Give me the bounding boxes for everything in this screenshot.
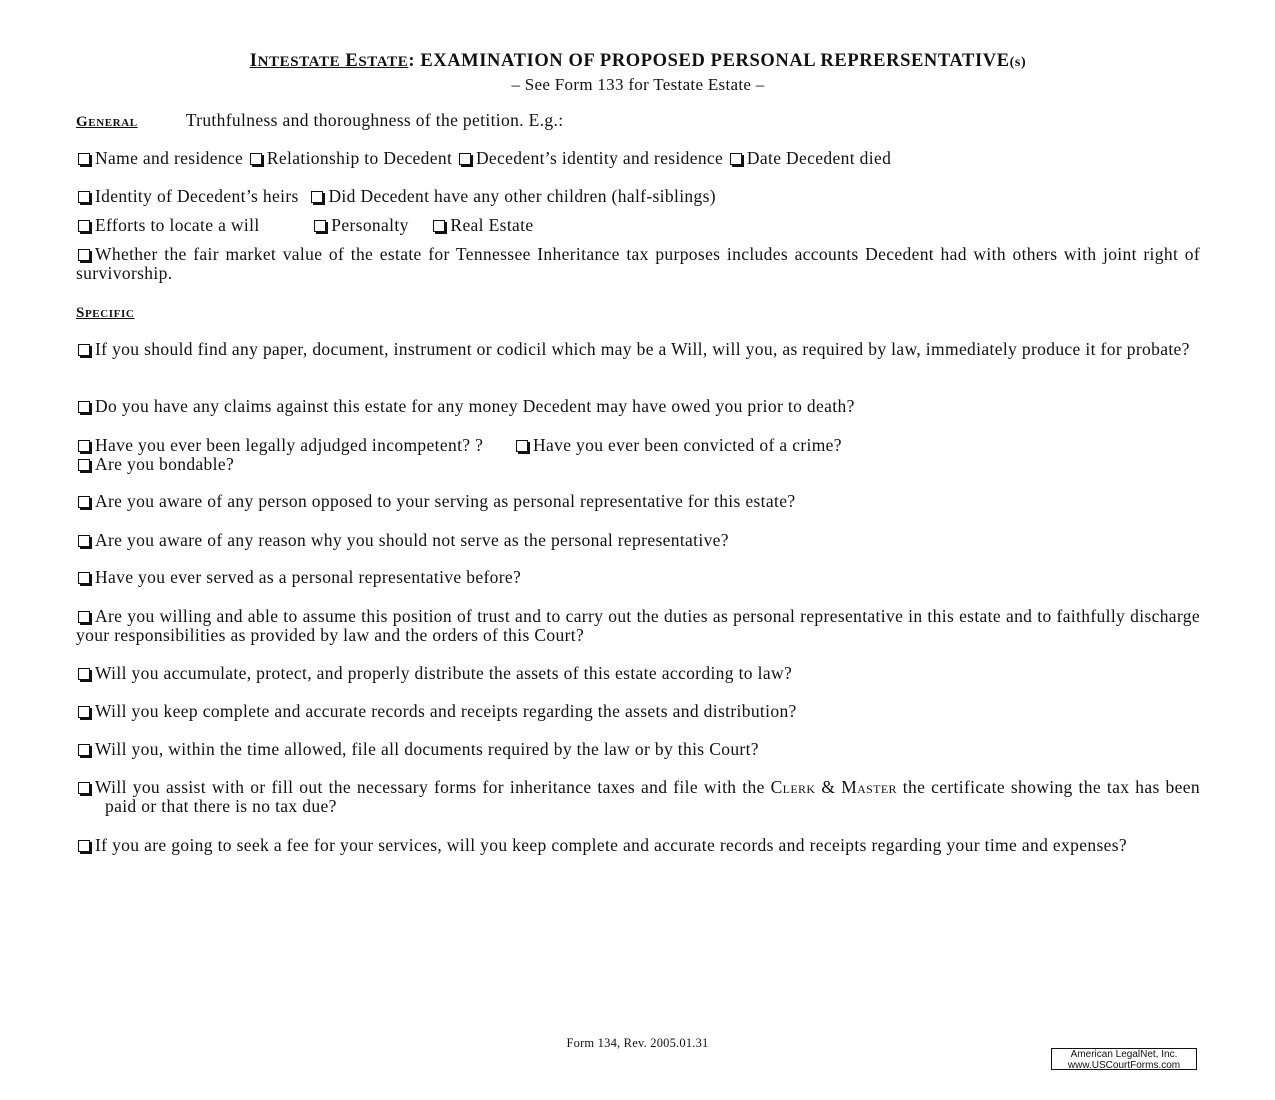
general-intro: Truthfulness and thoroughness of the petition. E.g.:: [185, 110, 564, 130]
general-heading: General: [76, 114, 138, 130]
general-intro-line: [76, 111, 1200, 132]
question-reason: Are you aware of any reason why you should not serve as the personal representative?: [76, 531, 1200, 550]
question-fee: If you are going to seek a fee for your services, will you keep complete and accurate records and receipts regarding your time and expenses?: [76, 836, 1200, 855]
title-block: [76, 49, 1200, 95]
page-title: INTESTATE ESTATE: EXAMINATION OF PROPOSED PERSONAL REPRERSENTATIVE(s): [249, 51, 1027, 71]
checkbox[interactable]: [78, 782, 90, 794]
checkbox[interactable]: [78, 572, 90, 584]
checkbox[interactable]: [78, 535, 90, 547]
question-records: Will you keep complete and accurate records and receipts regarding the assets and distribution?: [76, 702, 1200, 721]
checkbox[interactable]: [78, 401, 90, 413]
checkbox[interactable]: [78, 496, 90, 508]
question-will: If you should find any paper, document, instrument or codicil which may be a Will, will you, as required by law, immediately produce it for probate?: [76, 340, 1200, 359]
checkbox[interactable]: [516, 440, 528, 452]
form-number-footer: Form 134, Rev. 2005.01.31: [566, 1036, 709, 1050]
question-file-documents: Will you, within the time allowed, file all documents required by the law or by this Court?: [76, 740, 1200, 759]
question-accumulate: Will you accumulate, protect, and properly distribute the assets of this estate according to law?: [76, 664, 1200, 683]
question-inheritance-taxes: Will you assist with or fill out the necessary forms for inheritance taxes and file with the Clerk & Master the certificate showing the tax has been paid or that there is no tax due?: [76, 778, 1200, 816]
checkbox[interactable]: [78, 344, 90, 356]
general-row-2: Identity of Decedent’s heirs Did Decedent have any other children (half-siblings): [76, 187, 1200, 206]
question-opposed: Are you aware of any person opposed to your serving as personal representative for this estate?: [76, 492, 1200, 511]
checkbox[interactable]: [78, 249, 90, 261]
checkbox[interactable]: [433, 220, 445, 232]
checkbox[interactable]: [78, 191, 90, 203]
checkbox[interactable]: [311, 191, 323, 203]
checkbox[interactable]: [78, 744, 90, 756]
clerk-master: Clerk & Master: [770, 777, 897, 797]
checkbox[interactable]: [78, 220, 90, 232]
checkbox[interactable]: [78, 706, 90, 718]
specific-heading: Specific: [76, 305, 135, 321]
publisher-badge: [1051, 1048, 1197, 1070]
checkbox[interactable]: [459, 153, 471, 165]
publisher-name: American LegalNet, Inc.: [1070, 1049, 1178, 1060]
fair-market-item: Whether the fair market value of the estate for Tennessee Inheritance tax purposes includes accounts Decedent had with others with joint right of survivorship.: [76, 244, 1200, 283]
checkbox[interactable]: [78, 153, 90, 165]
title-intestate-estate: INTESTATE ESTATE: [249, 51, 409, 71]
general-row-3: Efforts to locate a will Personalty Real Estate: [76, 216, 1200, 235]
checkbox[interactable]: [730, 153, 742, 165]
question-bondable: Are you bondable?: [76, 455, 1200, 474]
general-row-1: Name and residence Relationship to Decedent Decedent’s identity and residence Date Decedent died: [76, 149, 1200, 168]
checkbox[interactable]: [78, 668, 90, 680]
publisher-url: www.USCourtForms.com: [1067, 1060, 1181, 1071]
page-subtitle: – See Form 133 for Testate Estate –: [511, 75, 765, 94]
checkbox[interactable]: [78, 459, 90, 471]
checkbox[interactable]: [78, 440, 90, 452]
question-served-before: Have you ever served as a personal representative before?: [76, 568, 1200, 587]
checkbox[interactable]: [78, 611, 90, 623]
question-willing: Are you willing and able to assume this position of trust and to carry out the duties as personal representative in this estate and to faithfully discharge your responsibilities as provided by law and the orders of this Court?: [76, 606, 1200, 645]
specific-heading-line: [76, 302, 1200, 323]
checkbox[interactable]: [78, 840, 90, 852]
checkbox[interactable]: [314, 220, 326, 232]
question-claims: Do you have any claims against this estate for any money Decedent may have owed you prior to death?: [76, 397, 1200, 416]
question-incompetent: Have you ever been legally adjudged incompetent? ? Have you ever been convicted of a crime?: [76, 436, 1200, 455]
checkbox[interactable]: [250, 153, 262, 165]
